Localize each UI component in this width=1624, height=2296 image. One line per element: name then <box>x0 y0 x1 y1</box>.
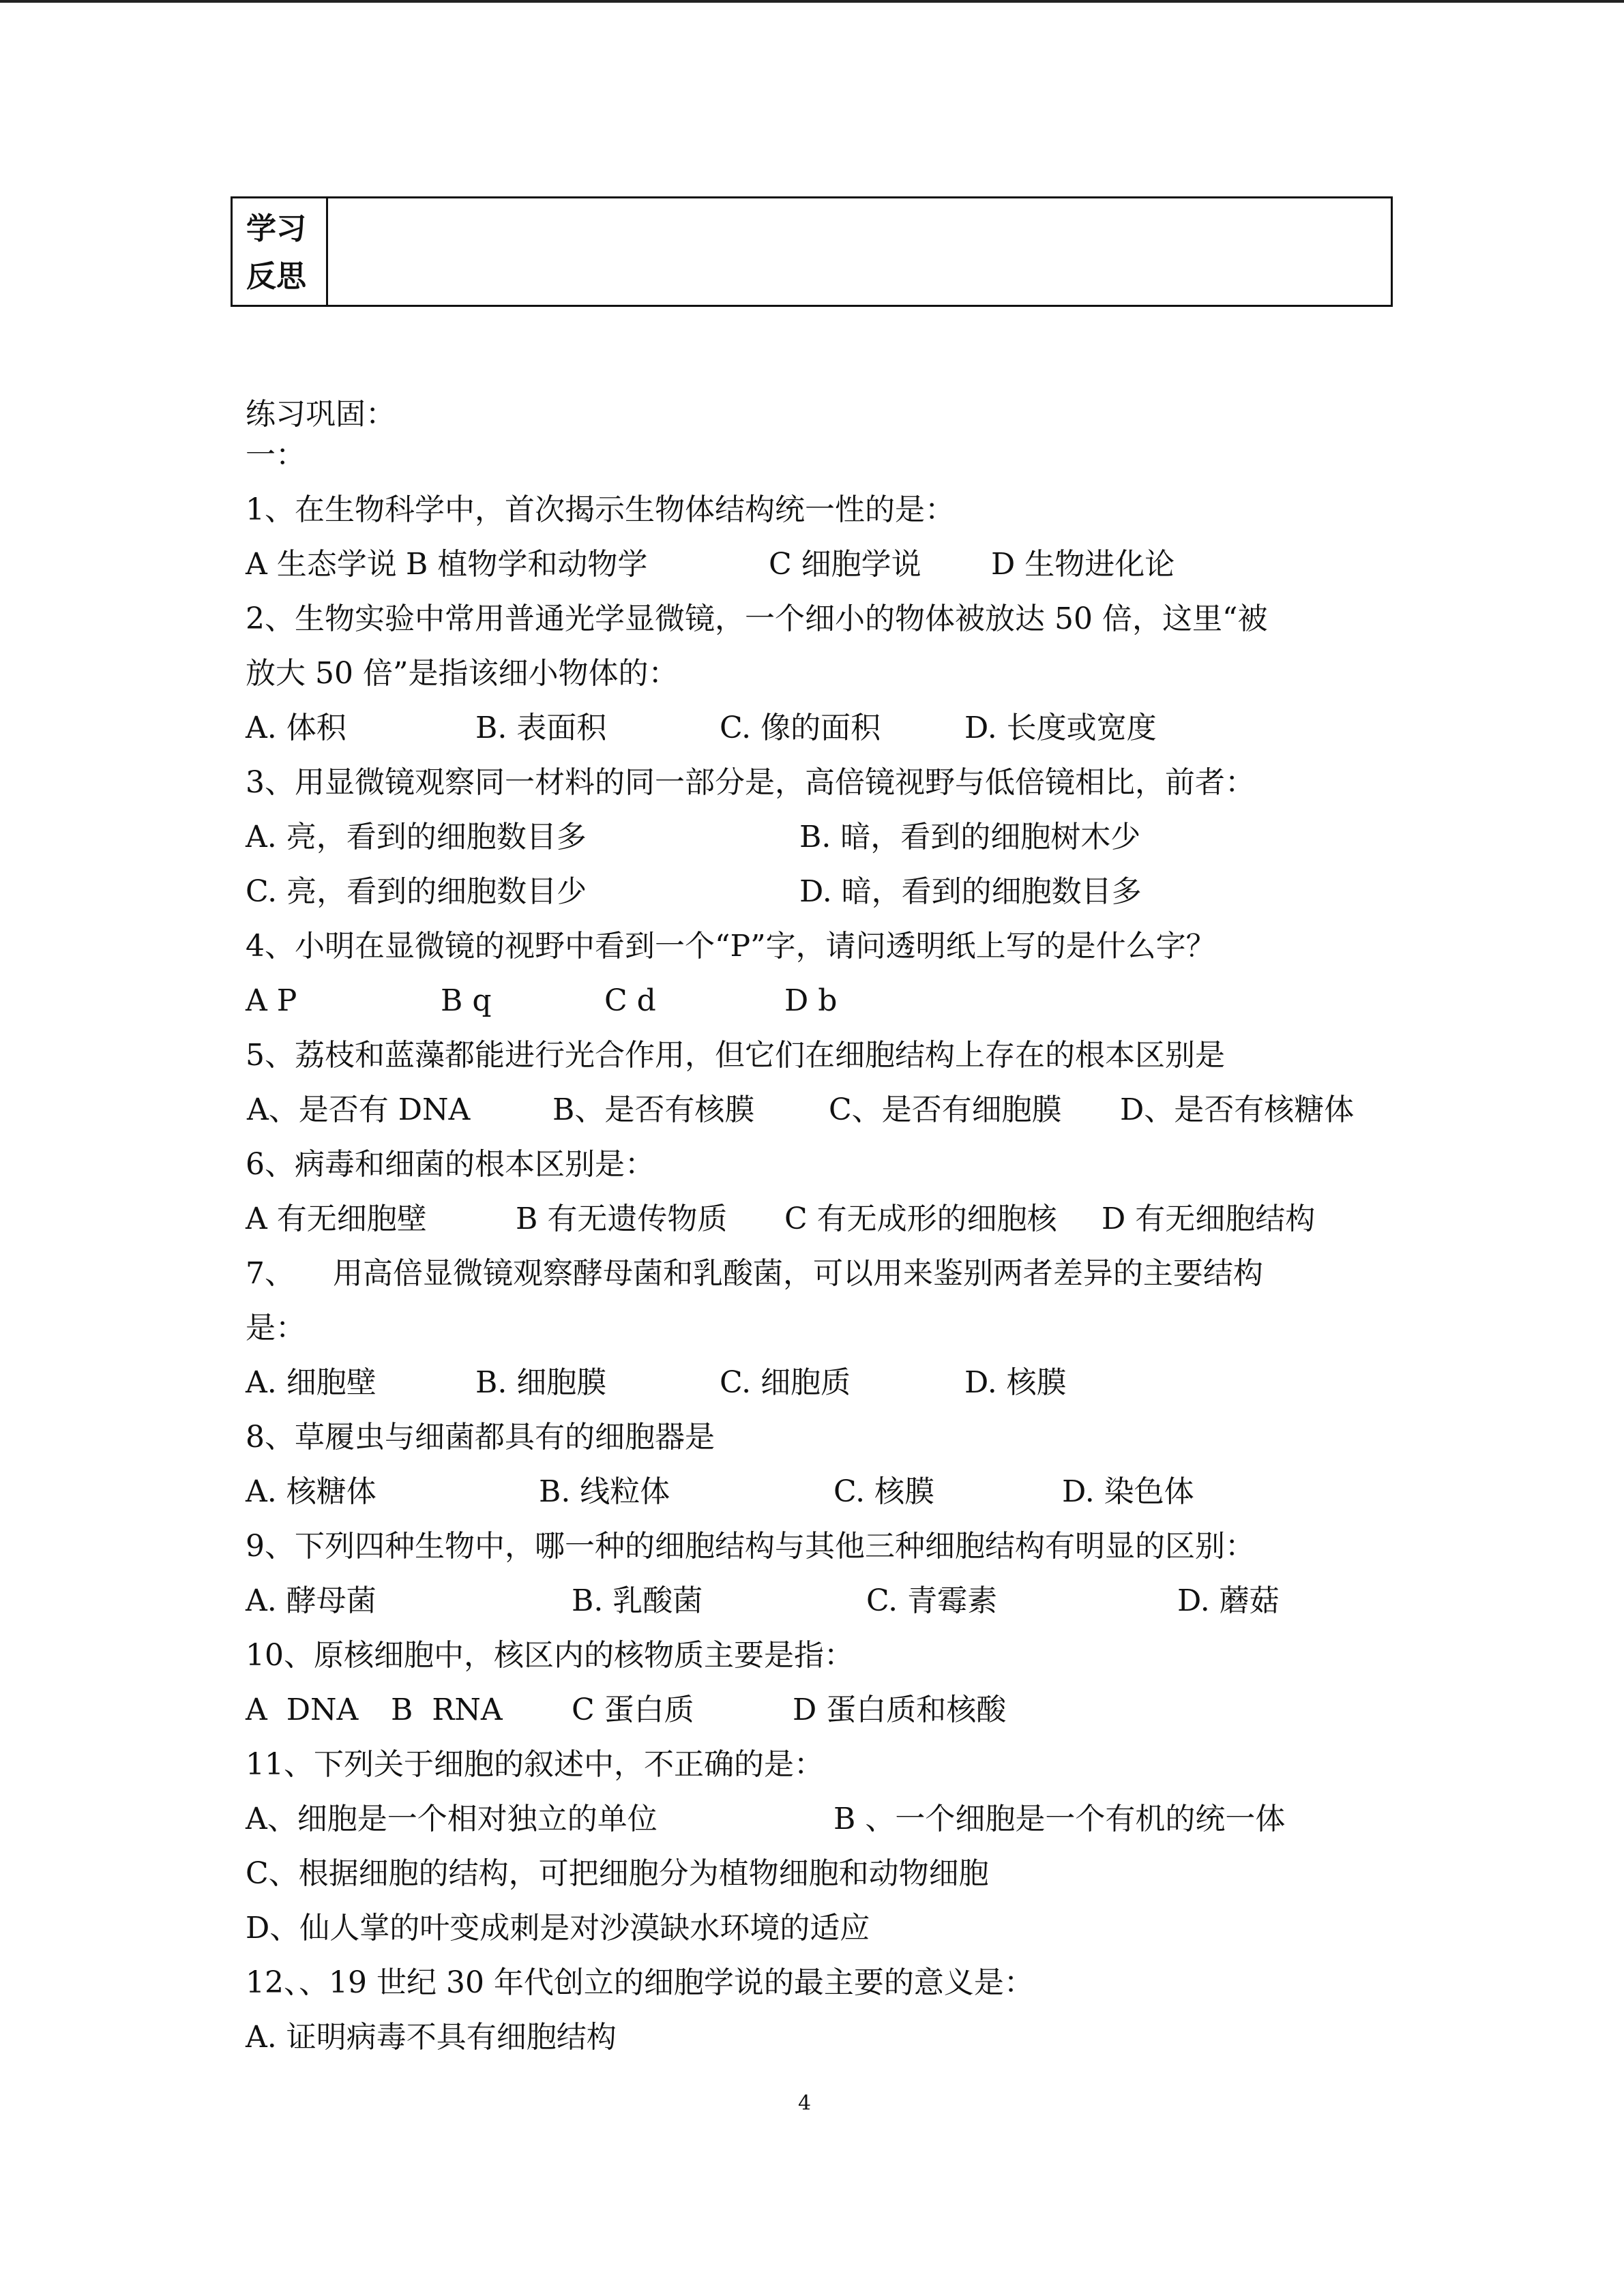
question-9-stem: 9、下列四种生物中，哪一种的细胞结构与其他三种细胞结构有明显的区别： <box>246 1529 1255 1564</box>
question-5-option-d: D、是否有核糖体 <box>1120 1092 1355 1127</box>
question-9-option-b: B. 乳酸菌 <box>572 1583 703 1618</box>
question-4-stem: 4、小明在显微镜的视野中看到一个“P”字，请问透明纸上写的是什么字？ <box>246 929 1216 964</box>
question-10-option-d: D 蛋白质和核酸 <box>793 1693 1007 1727</box>
question-3-option-b: B. 暗，看到的细胞树木少 <box>799 820 1141 854</box>
question-3-stem: 3、用显微镜观察同一材料的同一部分是，高倍镜视野与低倍镜相比，前者： <box>246 765 1255 800</box>
question-6-option-c: C 有无成形的细胞核 <box>784 1202 1057 1236</box>
question-3-option-d: D. 暗，看到的细胞数目多 <box>799 874 1142 909</box>
reflection-label <box>233 198 328 305</box>
question-2-stem-line2: 放大 50 倍”是指该细小物体的： <box>246 656 679 691</box>
question-10-stem: 10、原核细胞中，核区内的核物质主要是指： <box>246 1638 854 1673</box>
question-9-option-c: C. 青霉素 <box>866 1583 998 1618</box>
question-10-option-b: B RNA <box>391 1693 503 1727</box>
question-8-stem: 8、草履虫与细菌都具有的细胞器是 <box>246 1420 715 1455</box>
question-7-stem-line1: 7、 用高倍显微镜观察酵母菌和乳酸菌，可以用来鉴别两者差异的主要结构 <box>246 1256 1263 1291</box>
question-5-option-c: C、是否有细胞膜 <box>829 1092 1062 1127</box>
question-5-option-a: A、是否有 DNA <box>247 1092 471 1127</box>
question-7-option-b: B. 细胞膜 <box>475 1365 607 1400</box>
question-7-option-a: A. 细胞壁 <box>246 1365 377 1400</box>
page-number: 4 <box>798 2091 812 2115</box>
question-3-option-c: C. 亮，看到的细胞数目少 <box>246 874 587 909</box>
question-6-option-d: D 有无细胞结构 <box>1102 1202 1316 1236</box>
question-11-stem: 11、下列关于细胞的叙述中，不正确的是： <box>246 1747 824 1782</box>
reflection-table <box>231 196 1393 307</box>
question-12-option-a: A. 证明病毒不具有细胞结构 <box>246 2020 617 2055</box>
question-2-option-d: D. 长度或宽度 <box>964 711 1157 745</box>
question-1-option-c: C 细胞学说 <box>769 547 921 582</box>
question-11-option-a: A、细胞是一个相对独立的单位 <box>246 1802 658 1836</box>
question-7-stem-line2: 是： <box>246 1311 306 1345</box>
question-5-stem: 5、荔枝和蓝藻都能进行光合作用，但它们在细胞结构上存在的根本区别是 <box>246 1038 1225 1073</box>
question-6-stem: 6、病毒和细菌的根本区别是： <box>246 1147 655 1182</box>
question-8-option-c: C. 核膜 <box>833 1474 935 1509</box>
question-11-option-d: D、仙人掌的叶变成刺是对沙漠缺水环境的适应 <box>246 1911 870 1945</box>
question-8-option-d: D. 染色体 <box>1062 1474 1194 1509</box>
question-12-stem: 12、、19 世纪 30 年代创立的细胞学说的最主要的意义是： <box>246 1965 1034 2000</box>
question-1-option-b: B 植物学和动物学 <box>406 547 648 582</box>
question-6-option-b: B 有无遗传物质 <box>516 1202 728 1236</box>
question-6-option-a: A 有无细胞壁 <box>246 1202 427 1236</box>
question-8-option-a: A. 核糖体 <box>246 1474 377 1509</box>
question-2-option-b: B. 表面积 <box>475 711 607 745</box>
section-title: 练习巩固： <box>246 397 396 432</box>
question-2-stem-line1: 2、生物实验中常用普通光学显微镜，一个细小的物体被放达 50 倍，这里“被 <box>246 601 1268 636</box>
question-4-option-c: C d <box>604 983 656 1018</box>
question-4-option-b: B q <box>441 983 492 1018</box>
question-8-option-b: B. 线粒体 <box>539 1474 670 1509</box>
question-5-option-b: B、是否有核膜 <box>552 1092 755 1127</box>
question-2-option-c: C. 像的面积 <box>720 711 881 745</box>
question-7-option-d: D. 核膜 <box>964 1365 1067 1400</box>
question-1-option-d: D 生物进化论 <box>991 547 1175 582</box>
reflection-content-area <box>328 198 1391 305</box>
question-11-option-c: C、根据细胞的结构，可把细胞分为植物细胞和动物细胞 <box>246 1856 989 1891</box>
question-11-option-b: B 、一个细胞是一个有机的统一体 <box>833 1802 1286 1836</box>
question-4-option-a: A P <box>246 983 297 1018</box>
question-4-option-d: D b <box>784 983 838 1018</box>
reflection-label-line1: 学习 <box>246 211 306 246</box>
question-7-option-c: C. 细胞质 <box>720 1365 851 1400</box>
question-9-option-a: A. 酵母菌 <box>246 1583 377 1618</box>
question-10-option-a: A DNA <box>246 1693 359 1727</box>
question-1-stem: 1、在生物科学中，首次揭示生物体结构统一性的是： <box>246 492 955 527</box>
question-3-option-a: A. 亮，看到的细胞数目多 <box>246 820 587 854</box>
question-1-option-a: A 生态学说 <box>246 547 397 582</box>
reflection-label-line2: 反思 <box>246 259 306 294</box>
question-10-option-c: C 蛋白质 <box>572 1693 694 1727</box>
part-marker: 一： <box>246 438 306 473</box>
question-9-option-d: D. 蘑菇 <box>1177 1583 1280 1618</box>
top-border <box>0 0 1624 3</box>
question-2-option-a: A. 体积 <box>246 711 346 745</box>
